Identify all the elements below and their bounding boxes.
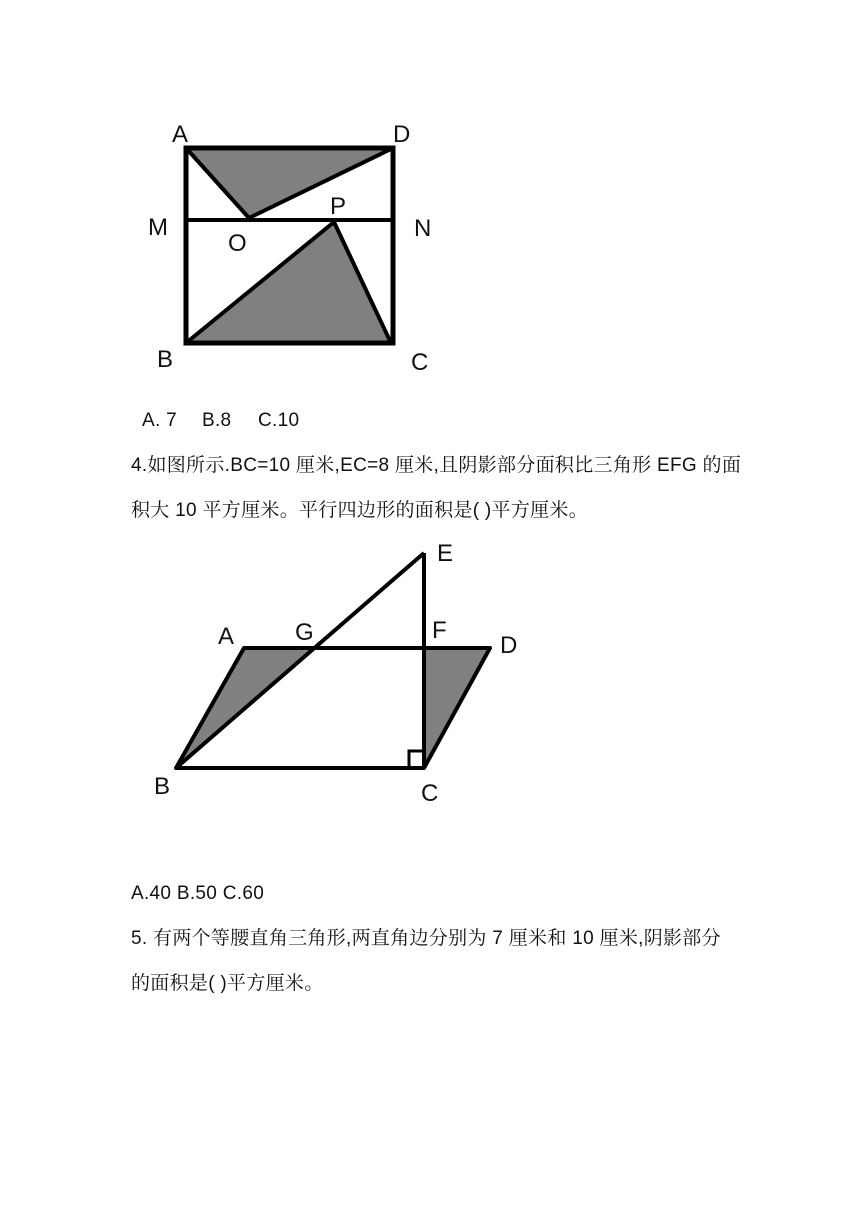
label-P: P [330, 193, 347, 220]
figure-1-square [0, 100, 480, 390]
label-N: N [414, 215, 432, 242]
label-A2: A [218, 623, 235, 650]
q3-options [142, 409, 299, 433]
label-A: A [172, 121, 189, 148]
question-5-line-2: 的面积是( )平方厘米。 [131, 973, 324, 994]
label-M: M [148, 214, 168, 241]
label-F: F [432, 617, 447, 644]
line-BE [176, 553, 424, 768]
label-C2: C [421, 780, 439, 807]
q3-option-a: A. 7 [142, 410, 177, 431]
question-4-line-2: 积大 10 平方厘米。平行四边形的面积是( )平方厘米。 [131, 500, 589, 521]
label-O: O [228, 230, 247, 257]
label-C: C [411, 349, 429, 376]
q3-option-b: B.8 [202, 410, 232, 431]
label-E: E [437, 540, 454, 567]
label-G: G [295, 619, 314, 646]
q4-options: A.40 B.50 C.60 [131, 883, 265, 904]
label-B2: B [154, 773, 171, 800]
right-angle-mark [409, 751, 424, 768]
label-B: B [157, 346, 174, 373]
figure-2-parallelogram [0, 530, 560, 820]
label-D2: D [500, 632, 518, 659]
q3-option-c: C.10 [258, 410, 300, 431]
question-4-line-1: 4.如图所示.BC=10 厘米,EC=8 厘米,且阴影部分面积比三角形 EFG 的面 [131, 455, 742, 476]
question-5-line-1: 5. 有两个等腰直角三角形,两直角边分别为 7 厘米和 10 厘米,阴影部分 [131, 928, 721, 949]
shaded-triangle-BPC [186, 222, 391, 343]
shaded-triangle-AOD [186, 148, 393, 218]
label-D: D [393, 121, 411, 148]
